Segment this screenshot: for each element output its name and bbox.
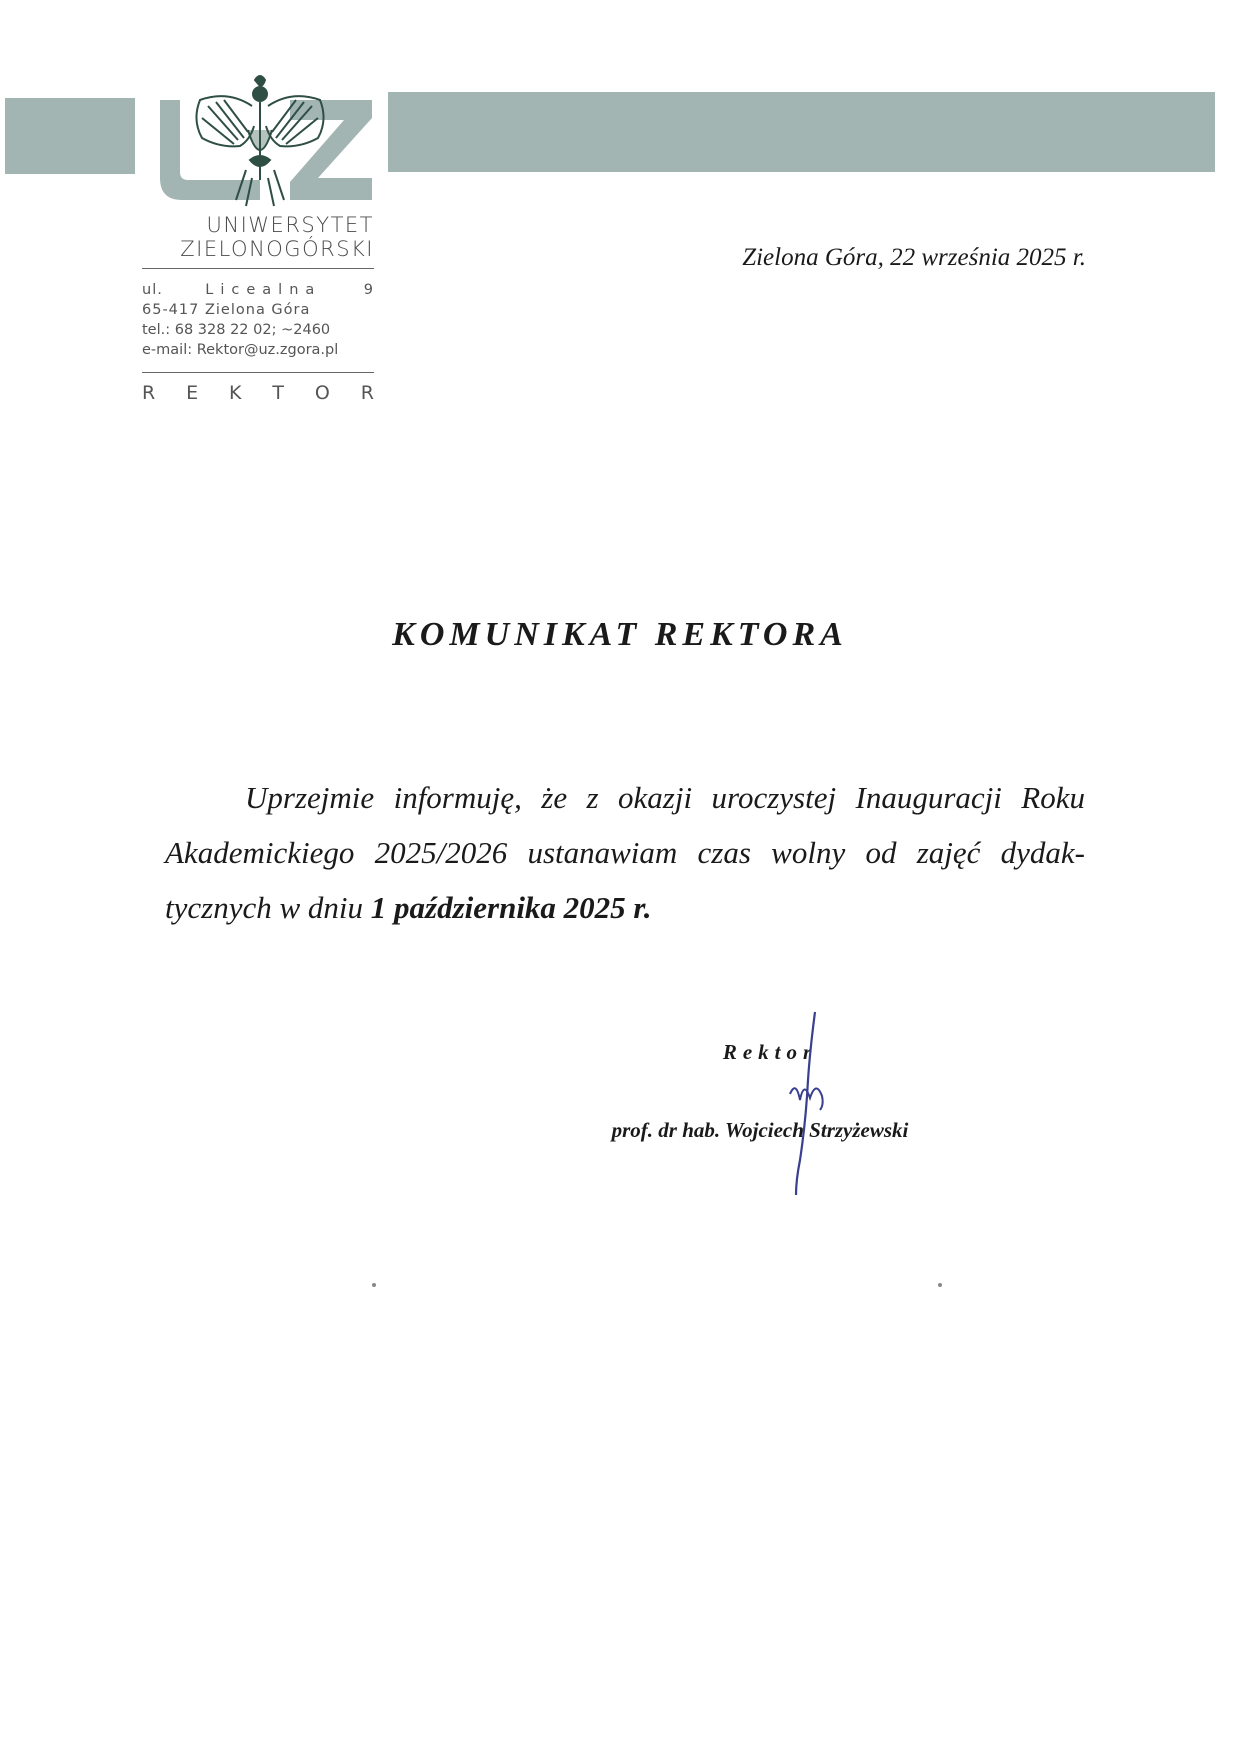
address-email: e-mail: Rektor@uz.zgora.pl	[142, 342, 339, 358]
letterhead-divider-2	[142, 372, 374, 373]
scan-speck	[938, 1283, 942, 1287]
department-letter: R	[142, 382, 156, 404]
letterhead-divider	[142, 268, 374, 269]
body-line: Akademickiego 2025/2026 ustanawiam czas wolny od zajęć dydak-	[165, 835, 1085, 870]
signatory-name: prof. dr hab. Wojciech Strzyżewski	[611, 1118, 909, 1142]
department-label	[142, 382, 374, 404]
body-paragraph	[165, 770, 1085, 935]
address-phone: tel.: 68 328 22 02; ~2460	[142, 322, 331, 338]
signature-role: Rektor	[722, 1040, 818, 1064]
university-name-line2: ZIELONOGÓRSKI	[180, 237, 374, 261]
body-line: Uprzejmie informuję, że z okazji uroczystej Inauguracji Roku	[245, 780, 1085, 815]
university-name-line1: UNIWERSYTET	[206, 213, 374, 237]
address-street-number: 9	[363, 282, 374, 298]
handwritten-signature	[760, 1010, 850, 1200]
body-line	[165, 880, 1085, 935]
department-letter: E	[186, 382, 199, 404]
letterhead-band-right	[388, 92, 1215, 172]
scan-speck	[372, 1283, 376, 1287]
body-line-text: tycznych w dniu	[165, 890, 371, 925]
address-street-name: Licealna	[205, 282, 322, 298]
body-date-emphasis: 1 października 2025 r.	[370, 890, 652, 925]
date-line: Zielona Góra, 22 września 2025 r.	[742, 244, 1086, 271]
department-letter: O	[314, 382, 330, 404]
address-block	[142, 280, 374, 360]
uz-eagle-logo	[140, 60, 385, 210]
department-letter: K	[229, 382, 242, 404]
letterhead-band-left	[5, 98, 135, 174]
address-street-prefix: ul.	[142, 282, 163, 298]
address-street	[142, 280, 374, 300]
document-title: KOMUNIKAT REKTORA	[392, 616, 848, 653]
department-letter: R	[360, 382, 374, 404]
address-city: 65-417 Zielona Góra	[142, 302, 311, 318]
department-letter: T	[272, 382, 285, 404]
